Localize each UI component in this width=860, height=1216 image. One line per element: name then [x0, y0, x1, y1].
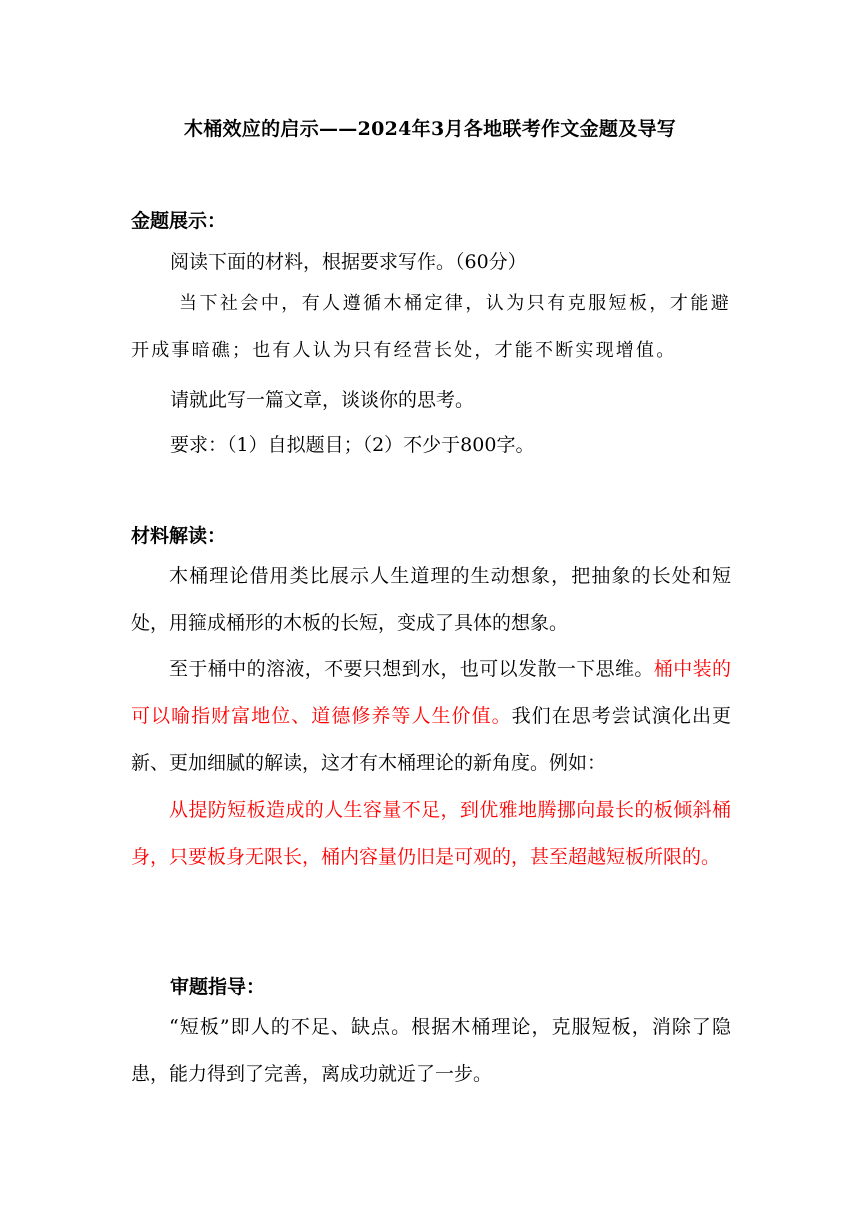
task-text: 请就此写一篇文章，谈谈你的思考。: [170, 389, 475, 411]
section-heading-guidance: 审题指导：: [170, 976, 266, 998]
guidance-paragraph: “短板”即人的不足、缺点。根据木桶理论，克服短板，消除了隐患，能力得到了完善，离成功就近了一步。: [131, 1016, 731, 1085]
prompt-intro: 阅读下面的材料，根据要求写作。（60分）: [170, 251, 527, 273]
interpretation-paragraph-2: [131, 646, 731, 787]
interpretation-text: 至于桶中的溶液，不要只想到水，也可以发散一下思维。: [169, 658, 654, 680]
interpretation-paragraph-1: 木桶理论借用类比展示人生道理的生动想象，把抽象的长处和短处，用箍成桶形的木板的长短，变成了具体的想象。: [131, 565, 731, 634]
highlighted-interpretation: 桶中装的可以喻指财富地位、道德修养等人生价值。: [131, 658, 731, 727]
section-heading-questions: 金题展示：: [131, 210, 227, 232]
requirement-text: 要求：（1）自拟题目；（2）不少于800字。: [170, 434, 535, 456]
section-heading-interpretation: 材料解读：: [131, 525, 227, 547]
document-title: 木桶效应的启示——2024年3月各地联考作文金题及导写: [183, 118, 677, 140]
highlighted-example-paragraph: 从提防短板造成的人生容量不足，到优雅地腾挪向最长的板倾斜桶身，只要板身无限长，桶内容量仍旧是可观的，甚至超越短板所限的。: [131, 799, 731, 868]
material-paragraph: 当下社会中，有人遵循木桶定律，认为只有克服短板，才能避开成事暗礁；也有人认为只有经营长处，才能不断实现增值。: [131, 293, 731, 361]
interpretation-text-continued: 我们在思考尝试演化出更新、更加细腻的解读，这才有木桶理论的新角度。例如：: [131, 705, 731, 774]
